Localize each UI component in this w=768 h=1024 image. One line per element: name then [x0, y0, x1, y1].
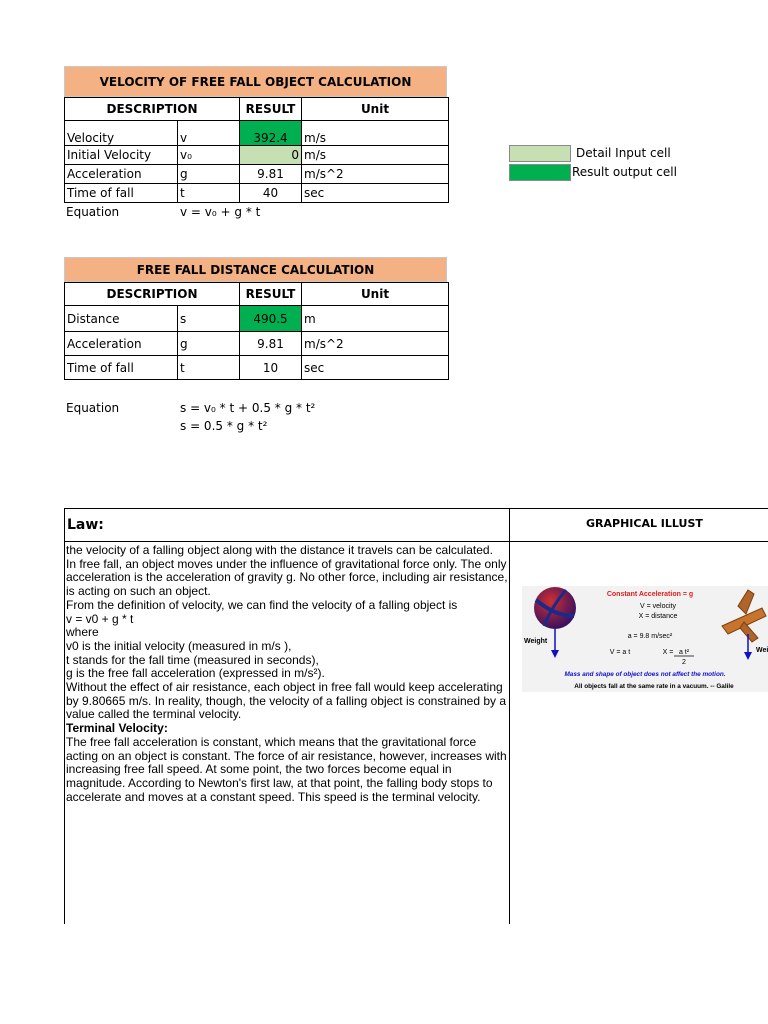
velocity-result-cell[interactable]: 392.4: [240, 121, 302, 146]
velocity-equation-label: Equation: [66, 205, 120, 219]
distance-equation-2: s = 0.5 * g * t²: [180, 419, 268, 433]
row-symbol[interactable]: g: [178, 332, 240, 356]
velocity-title: VELOCITY OF FREE FALL OBJECT CALCULATION: [99, 74, 412, 89]
distance-equation-label: Equation: [66, 401, 120, 415]
distance-title: FREE FALL DISTANCE CALCULATION: [136, 262, 375, 277]
table-row: [65, 146, 449, 165]
description-header: DESCRIPTION: [65, 283, 240, 306]
distance-table: [64, 282, 449, 380]
row-label[interactable]: Initial Velocity: [65, 146, 178, 165]
initial-velocity-input-cell[interactable]: 0: [240, 146, 302, 165]
description-header: DESCRIPTION: [65, 98, 240, 121]
row-unit[interactable]: sec: [302, 356, 449, 380]
law-line: g is the free fall acceleration (expressed in m/s²).: [66, 666, 325, 681]
mass-shape-note: Mass and shape of object does not affect the motion.: [564, 671, 726, 678]
law-line: From the definition of velocity, we can find the velocity of a falling object is: [66, 597, 458, 612]
output-cell-legend-label: Result output cell: [572, 165, 677, 179]
law-line: In free fall, an object moves under the influence of gravitational force only. The only acceleration is the acceleration of gravity g. No other force, including air resistance, is acting on such an object.: [66, 556, 508, 599]
distance-equation-1: s = v₀ * t + 0.5 * g * t²: [180, 401, 316, 415]
velocity-table: [64, 97, 449, 203]
velocity-table-header: [65, 98, 449, 121]
acceleration-value: a = 9.8 m/sec²: [627, 633, 673, 640]
free-fall-illustration: [522, 586, 768, 692]
row-label[interactable]: Distance: [65, 306, 178, 332]
row-unit[interactable]: m/s^2: [302, 165, 449, 184]
time-of-fall-cell[interactable]: 40: [240, 184, 302, 203]
result-header: RESULT: [240, 98, 302, 121]
law-box-right: [509, 508, 768, 924]
weight-label-left: Weight: [524, 638, 548, 645]
distance-equation-denominator: 2: [682, 659, 686, 666]
row-label[interactable]: Time of fall: [65, 184, 178, 203]
law-header-divider: [64, 541, 768, 542]
weight-label-right: Wei: [756, 647, 768, 654]
terminal-velocity-text: The free fall acceleration is constant, which means that the gravitational force acting on an object is constant. The force of air resistance, however, increases with increasing free fall speed. At some point, the two forces become equal in magnitude. According to Newton's first law, at that point, the falling body stops to accelerate and moves at a constant speed. This speed is the terminal velocity.: [66, 734, 507, 804]
velocity-equation-illustration: V = a t: [609, 649, 631, 656]
unit-header: Unit: [302, 283, 449, 306]
row-unit[interactable]: m/s: [302, 121, 449, 146]
table-row: [65, 184, 449, 203]
distance-definition: X = distance: [638, 613, 678, 620]
row-unit[interactable]: sec: [302, 184, 449, 203]
table-row: [65, 332, 449, 356]
law-line: Without the effect of air resistance, each object in free fall would keep accelerating by 9.80665 m/s. In reality, though, the velocity of a falling object is constrained by a value called the terminal velocity.: [66, 680, 507, 722]
table-row: [65, 356, 449, 380]
row-symbol[interactable]: v: [178, 121, 240, 146]
distance-title-banner: [64, 257, 447, 282]
input-cell-legend-label: Detail Input cell: [576, 146, 671, 160]
output-cell-swatch: [509, 164, 571, 181]
law-line: t stands for the fall time (measured in seconds),: [66, 652, 319, 667]
row-symbol[interactable]: v₀: [178, 146, 240, 165]
row-unit[interactable]: m/s^2: [302, 332, 449, 356]
velocity-title-banner: [64, 66, 447, 97]
result-header: RESULT: [240, 283, 302, 306]
acceleration-cell[interactable]: 9.81: [240, 332, 302, 356]
row-label[interactable]: Acceleration: [65, 165, 178, 184]
row-label[interactable]: Velocity: [65, 121, 178, 146]
row-symbol[interactable]: t: [178, 184, 240, 203]
acceleration-cell[interactable]: 9.81: [240, 165, 302, 184]
distance-result-cell[interactable]: 490.5: [240, 306, 302, 332]
distance-equation-left: X =: [662, 649, 674, 656]
input-cell-swatch: [509, 145, 571, 162]
time-of-fall-cell[interactable]: 10: [240, 356, 302, 380]
vacuum-note: All objects fall at the same rate in a vacuum. -- Galile: [574, 683, 734, 690]
distance-table-header: [65, 283, 449, 306]
row-unit[interactable]: m: [302, 306, 449, 332]
terminal-velocity-heading: Terminal Velocity:: [66, 721, 168, 736]
table-row: [65, 165, 449, 184]
unit-header: Unit: [302, 98, 449, 121]
velocity-definition: V = velocity: [640, 603, 676, 610]
row-symbol[interactable]: g: [178, 165, 240, 184]
row-label[interactable]: Time of fall: [65, 356, 178, 380]
row-symbol[interactable]: s: [178, 306, 240, 332]
row-unit[interactable]: m/s: [302, 146, 449, 165]
row-symbol[interactable]: t: [178, 356, 240, 380]
law-line: v0 is the initial velocity (measured in m/s ),: [66, 638, 292, 653]
velocity-equation: v = v₀ + g * t: [180, 205, 261, 219]
table-row: [65, 306, 449, 332]
law-heading: Law:: [67, 517, 104, 533]
distance-equation-numerator: a t²: [678, 649, 690, 656]
law-line: v = v0 + g * t: [66, 611, 134, 626]
law-line: the velocity of a falling object along with the distance it travels can be calculated.: [66, 543, 493, 557]
row-label[interactable]: Acceleration: [65, 332, 178, 356]
law-text: [66, 544, 508, 804]
law-line: where: [66, 625, 99, 640]
constant-acceleration-title: Constant Acceleration = g: [606, 591, 694, 598]
ball-icon: [534, 587, 576, 629]
graphical-illustration-heading: GRAPHICAL ILLUST: [586, 517, 703, 530]
table-row: [65, 121, 449, 146]
